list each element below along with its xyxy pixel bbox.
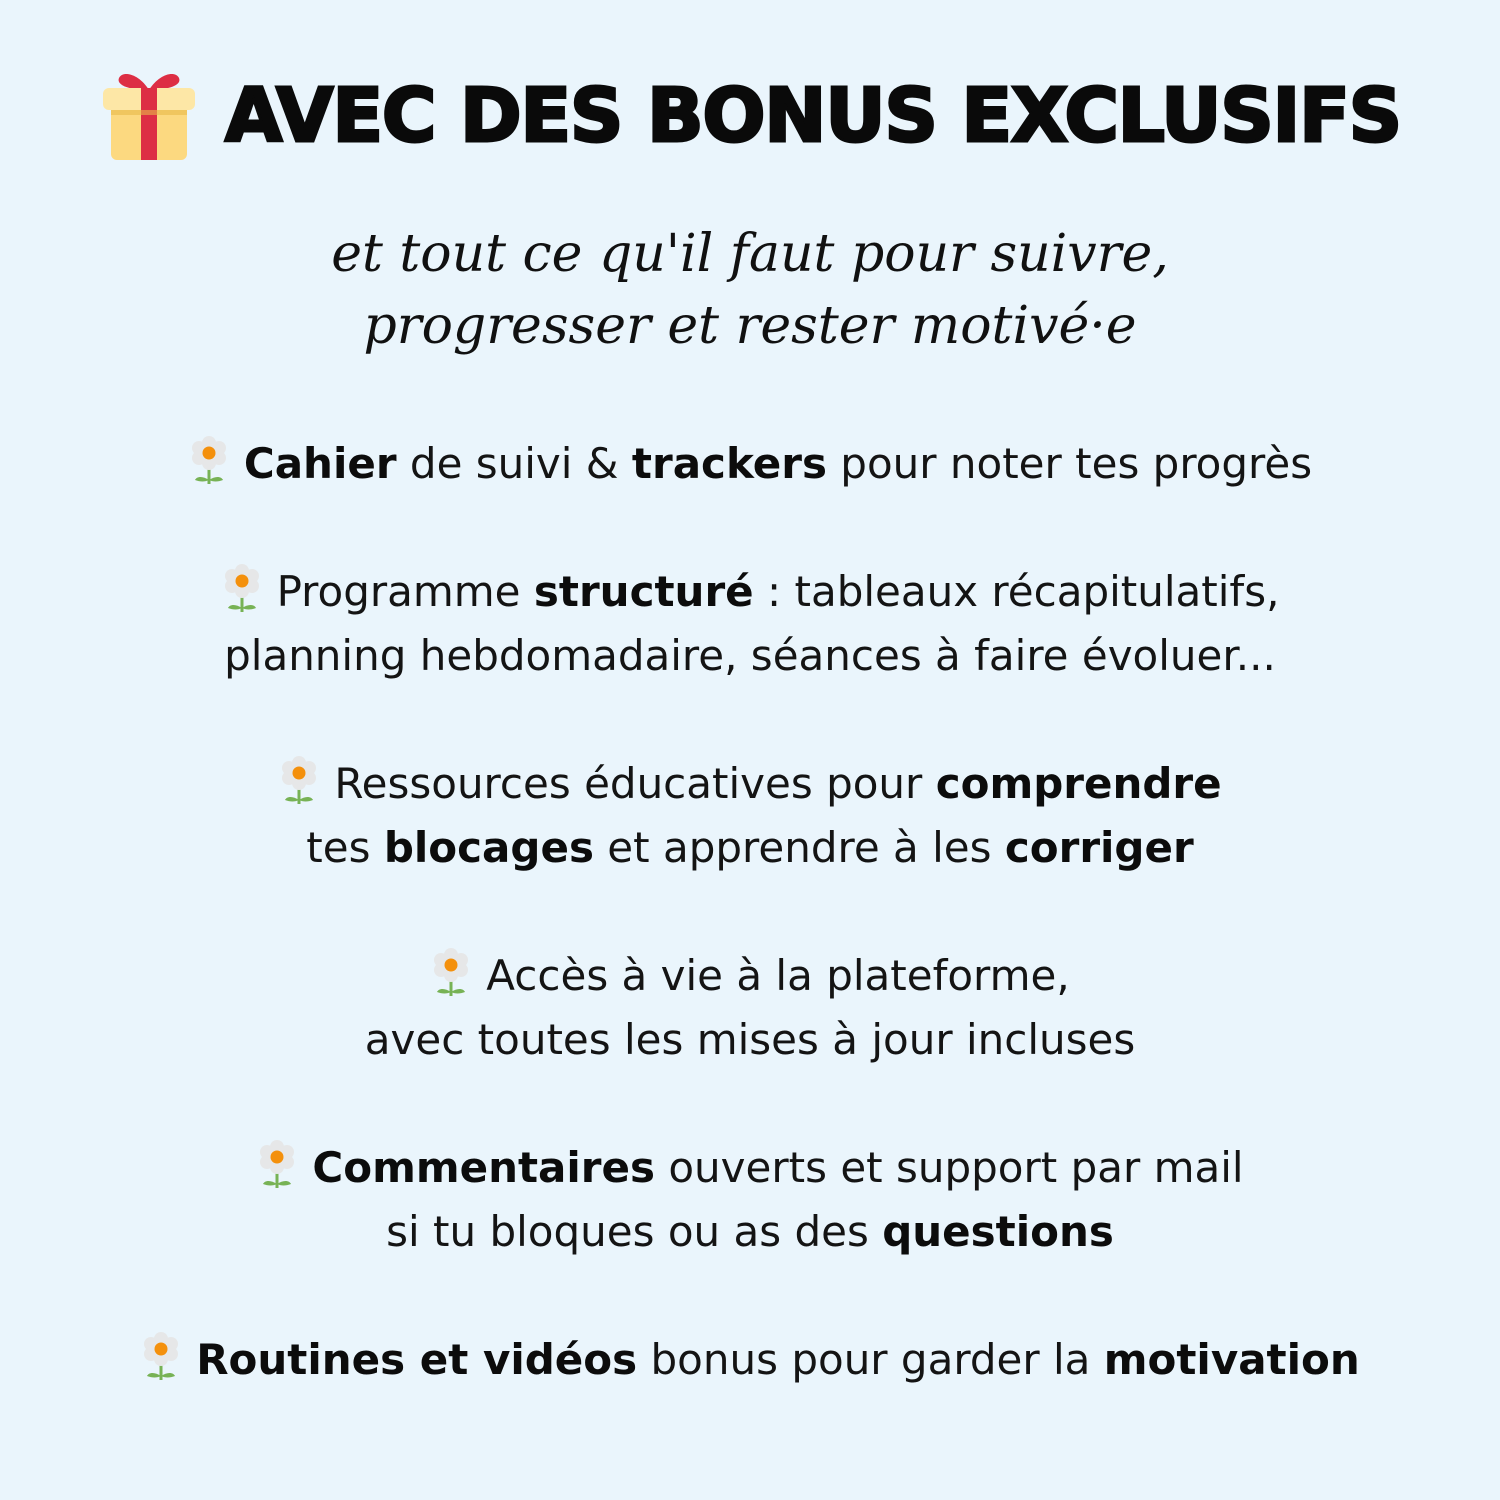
flower-icon bbox=[188, 436, 230, 486]
list-item-line bbox=[0, 1008, 1500, 1072]
text: bonus pour garder la bbox=[637, 1335, 1104, 1384]
list-item-line bbox=[0, 432, 1500, 496]
text: si tu bloques ou as des bbox=[386, 1207, 883, 1256]
bold-text: Routines et vidéos bbox=[196, 1335, 638, 1384]
list-item-line bbox=[0, 560, 1500, 624]
flower-icon bbox=[221, 564, 263, 614]
bold-text: comprendre bbox=[935, 759, 1222, 808]
text: planning hebdomadaire, séances à faire évoluer... bbox=[224, 631, 1276, 680]
text: Ressources éducatives pour bbox=[334, 759, 936, 808]
list-item-line bbox=[0, 752, 1500, 816]
header bbox=[0, 68, 1500, 164]
list-item-line bbox=[0, 1136, 1500, 1200]
subtitle-line-1: et tout ce qu'il faut pour suivre, bbox=[331, 224, 1169, 284]
list-item bbox=[0, 1136, 1500, 1264]
list-item bbox=[0, 944, 1500, 1072]
list-item bbox=[0, 432, 1500, 496]
text: avec toutes les mises à jour incluses bbox=[364, 1015, 1136, 1064]
bold-text: blocages bbox=[383, 823, 594, 872]
flower-icon bbox=[430, 948, 472, 998]
subtitle bbox=[0, 218, 1500, 362]
text: pour noter tes progrès bbox=[826, 439, 1313, 488]
flower-icon bbox=[278, 756, 320, 806]
list-item bbox=[0, 560, 1500, 688]
bold-text: motivation bbox=[1103, 1335, 1360, 1384]
text: tes bbox=[306, 823, 384, 872]
text: Programme bbox=[276, 567, 534, 616]
bold-text: structuré bbox=[533, 567, 754, 616]
text: et apprendre à les bbox=[593, 823, 1005, 872]
gift-icon bbox=[99, 68, 199, 164]
page-title: AVEC DES BONUS EXCLUSIFS bbox=[224, 73, 1402, 159]
list-item-line bbox=[0, 624, 1500, 688]
text: Accès à vie à la plateforme, bbox=[486, 951, 1070, 1000]
subtitle-line-2: progresser et rester motivé·e bbox=[363, 296, 1137, 356]
list-item-line bbox=[0, 1328, 1500, 1392]
flower-icon bbox=[256, 1140, 298, 1190]
bold-text: Cahier bbox=[243, 439, 397, 488]
list-item bbox=[0, 752, 1500, 880]
list-item-line bbox=[0, 816, 1500, 880]
bold-text: Commentaires bbox=[312, 1143, 655, 1192]
bold-text: questions bbox=[882, 1207, 1114, 1256]
list-item bbox=[0, 1328, 1500, 1392]
bold-text: trackers bbox=[631, 439, 827, 488]
bold-text: corriger bbox=[1004, 823, 1194, 872]
text: de suivi & bbox=[396, 439, 632, 488]
text: ouverts et support par mail bbox=[655, 1143, 1244, 1192]
list-item-line bbox=[0, 944, 1500, 1008]
flower-icon bbox=[140, 1332, 182, 1382]
text: : tableaux récapitulatifs, bbox=[753, 567, 1280, 616]
list-item-line bbox=[0, 1200, 1500, 1264]
